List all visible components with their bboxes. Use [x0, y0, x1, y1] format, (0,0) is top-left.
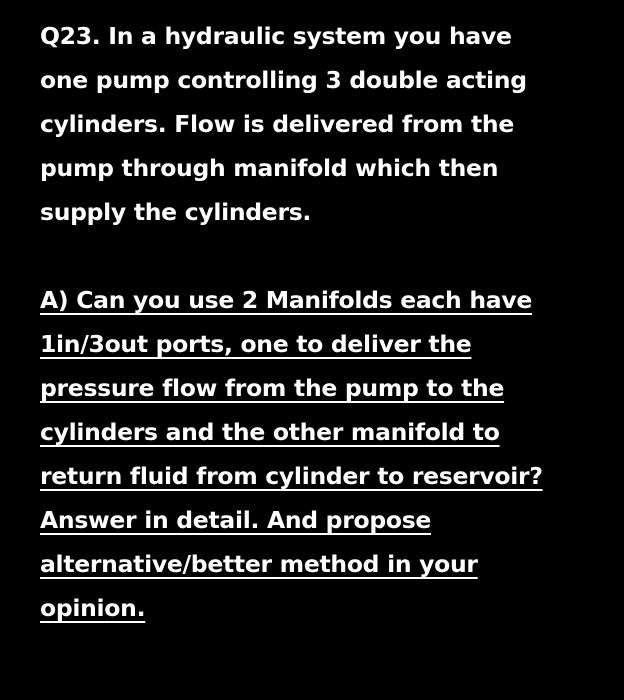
- question-part-a-line: pressure flow from the pump to the: [40, 374, 505, 402]
- question-intro-line: supply the cylinders.: [40, 198, 312, 226]
- question-part-a-line: opinion.: [40, 594, 146, 622]
- question-part-a-line: A) Can you use 2 Manifolds each have: [40, 286, 532, 314]
- question-part-a: [40, 278, 600, 630]
- question-part-a-line: return fluid from cylinder to reservoir?: [40, 462, 543, 490]
- question-intro-line: cylinders. Flow is delivered from the: [40, 110, 514, 138]
- question-part-a-line: 1in/3out ports, one to deliver the: [40, 330, 472, 358]
- question-intro-line: pump through manifold which then: [40, 154, 499, 182]
- question-part-a-line: cylinders and the other manifold to: [40, 418, 500, 446]
- question-document: [40, 14, 600, 630]
- question-intro-line: one pump controlling 3 double acting: [40, 66, 527, 94]
- question-part-a-line: alternative/better method in your: [40, 550, 478, 578]
- question-intro-line: Q23. In a hydraulic system you have: [40, 22, 512, 50]
- question-part-a-line: Answer in detail. And propose: [40, 506, 432, 534]
- question-intro: [40, 14, 600, 234]
